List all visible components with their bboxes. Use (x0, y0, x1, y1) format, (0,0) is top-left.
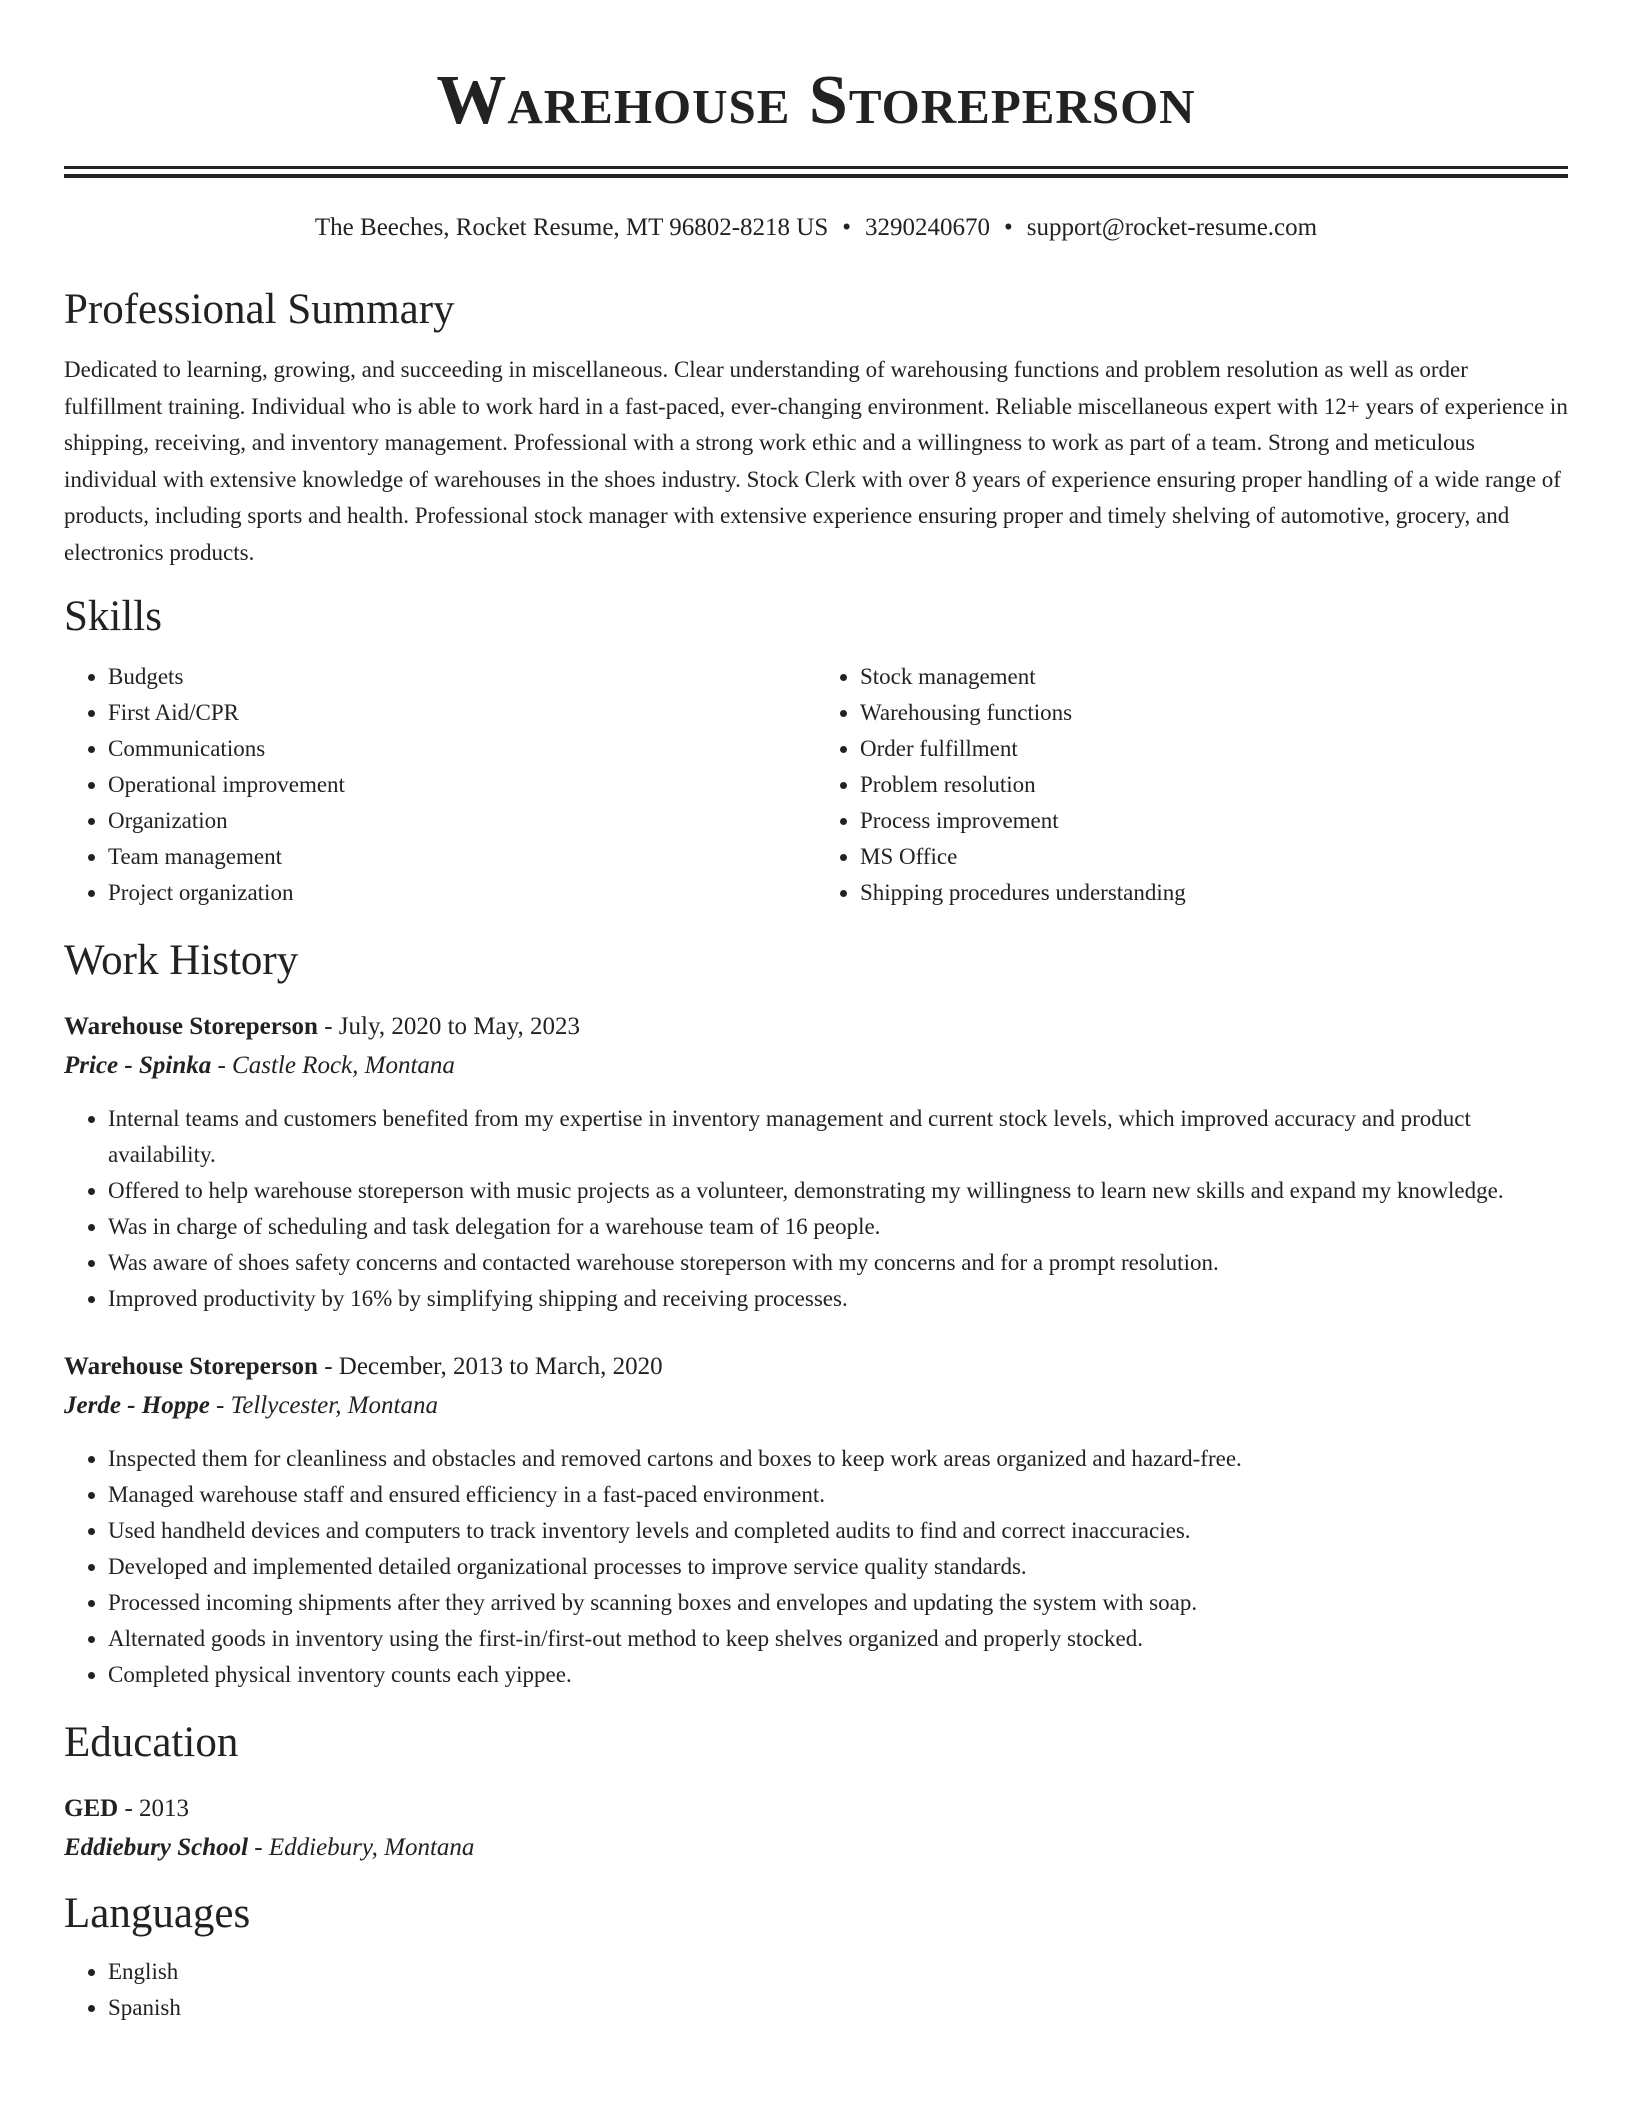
company-name: Price - Spinka (64, 1052, 212, 1079)
job-bullets (64, 1441, 1568, 1693)
degree-name: GED (64, 1795, 119, 1822)
school-name: Eddiebury School (64, 1834, 249, 1861)
job-bullet: • Was aware of shoes safety concerns and contacted warehouse storeperson with my concerns and for a prompt resolution. (108, 1245, 1568, 1281)
header-divider (64, 166, 1568, 178)
job-dates: - December, 2013 to March, 2020 (317, 1353, 663, 1380)
degree-year: - 2013 (118, 1795, 190, 1822)
company-line (64, 1388, 1568, 1424)
skill-item: • MS Office (860, 839, 1568, 875)
job-bullet: • Managed warehouse staff and ensured efficiency in a fast-paced environment. (108, 1477, 1568, 1513)
contact-separator: • (842, 214, 852, 241)
job-bullets (64, 1101, 1568, 1317)
skill-item: • Operational improvement (108, 767, 816, 803)
job-dates: - July, 2020 to May, 2023 (317, 1013, 580, 1040)
contact-separator: • (1004, 214, 1013, 241)
education-degree-line (64, 1791, 1568, 1827)
skill-item: • First Aid/CPR (108, 695, 816, 731)
job-bullet: • Used handheld devices and computers to track inventory levels and completed audits to find and correct inaccuracies. (108, 1513, 1568, 1549)
company-name: Jerde - Hoppe (64, 1392, 210, 1419)
job-bullet: • Was in charge of scheduling and task delegation for a warehouse team of 16 people. (108, 1209, 1568, 1245)
contact-phone[interactable]: 3290240670 (865, 214, 991, 241)
skill-item: • Organization (108, 803, 816, 839)
languages-list (64, 1954, 1568, 2026)
job-header (64, 1009, 1568, 1045)
school-location: - Eddiebury, Montana (248, 1834, 475, 1861)
work-history-heading: Work History (64, 937, 299, 984)
language-item: • English (108, 1954, 1568, 1990)
summary-heading: Professional Summary (64, 286, 455, 333)
job-header (64, 1349, 1568, 1385)
skills-heading: Skills (64, 593, 162, 640)
job-bullet: • Inspected them for cleanliness and obstacles and removed cartons and boxes to keep work areas organized and hazard-free. (108, 1441, 1568, 1477)
school-line (64, 1830, 1568, 1866)
skills-list-left (64, 659, 816, 911)
skills-list-right (816, 659, 1568, 911)
job-bullet: • Internal teams and customers benefited from my expertise in inventory management and current stock levels, which improved accuracy and product availability. (108, 1101, 1568, 1173)
company-location: - Castle Rock, Montana (211, 1052, 455, 1079)
candidate-name: Warehouse Storeperson (436, 62, 1196, 139)
job-title: Warehouse Storeperson (64, 1013, 318, 1040)
contact-line (64, 212, 1568, 244)
skill-item: • Shipping procedures understanding (860, 875, 1568, 911)
company-line (64, 1048, 1568, 1084)
skill-item: • Warehousing functions (860, 695, 1568, 731)
job-bullet: • Offered to help warehouse storeperson with music projects as a volunteer, demonstrating my willingness to learn new skills and expand my knowledge. (108, 1173, 1568, 1209)
contact-email[interactable]: support@rocket-resume.com (1026, 214, 1318, 241)
skill-item: • Process improvement (860, 803, 1568, 839)
skill-item: • Stock management (860, 659, 1568, 695)
languages-heading: Languages (64, 1890, 251, 1937)
skill-item: • Problem resolution (860, 767, 1568, 803)
skills-columns (64, 659, 1568, 911)
skill-item: • Project organization (108, 875, 816, 911)
job-bullet: • Alternated goods in inventory using the first-in/first-out method to keep shelves organized and properly stocked. (108, 1621, 1568, 1657)
language-item: • Spanish (108, 1990, 1568, 2026)
skill-item: • Team management (108, 839, 816, 875)
skill-item: • Budgets (108, 659, 816, 695)
company-location: - Tellycester, Montana (209, 1392, 439, 1419)
job-bullet: • Processed incoming shipments after they arrived by scanning boxes and envelopes and updating the system with soap. (108, 1585, 1568, 1621)
job-bullet: • Improved productivity by 16% by simplifying shipping and receiving processes. (108, 1281, 1568, 1317)
skill-item: • Order fulfillment (860, 731, 1568, 767)
job-bullet: • Completed physical inventory counts each yippee. (108, 1657, 1568, 1693)
contact-address: The Beeches, Rocket Resume, MT 96802-8218 US (314, 214, 829, 241)
skill-item: • Communications (108, 731, 816, 767)
education-heading: Education (64, 1719, 239, 1766)
summary-text: Dedicated to learning, growing, and succeeding in miscellaneous. Clear understanding of warehousing functions and problem resolution as well as order fulfillment training. Individual who is able to work hard in a fast-paced, ever-changing environment. Reliable miscellaneous expert with 12+ years of experience in shipping, receiving, and inventory management. Professional with a strong work ethic and a willingness to work as part of a team. Strong and meticulous individual with extensive knowledge of warehouses in the shoes industry. Stock Clerk with over 8 years of experience ensuring proper handling of a wide range of products, including sports and health. Professional stock manager with extensive experience ensuring proper and timely shelving of automotive, grocery, and electronics products. (64, 357, 1568, 565)
job-bullet: • Developed and implemented detailed organizational processes to improve service quality standards. (108, 1549, 1568, 1585)
job-title: Warehouse Storeperson (64, 1353, 318, 1380)
